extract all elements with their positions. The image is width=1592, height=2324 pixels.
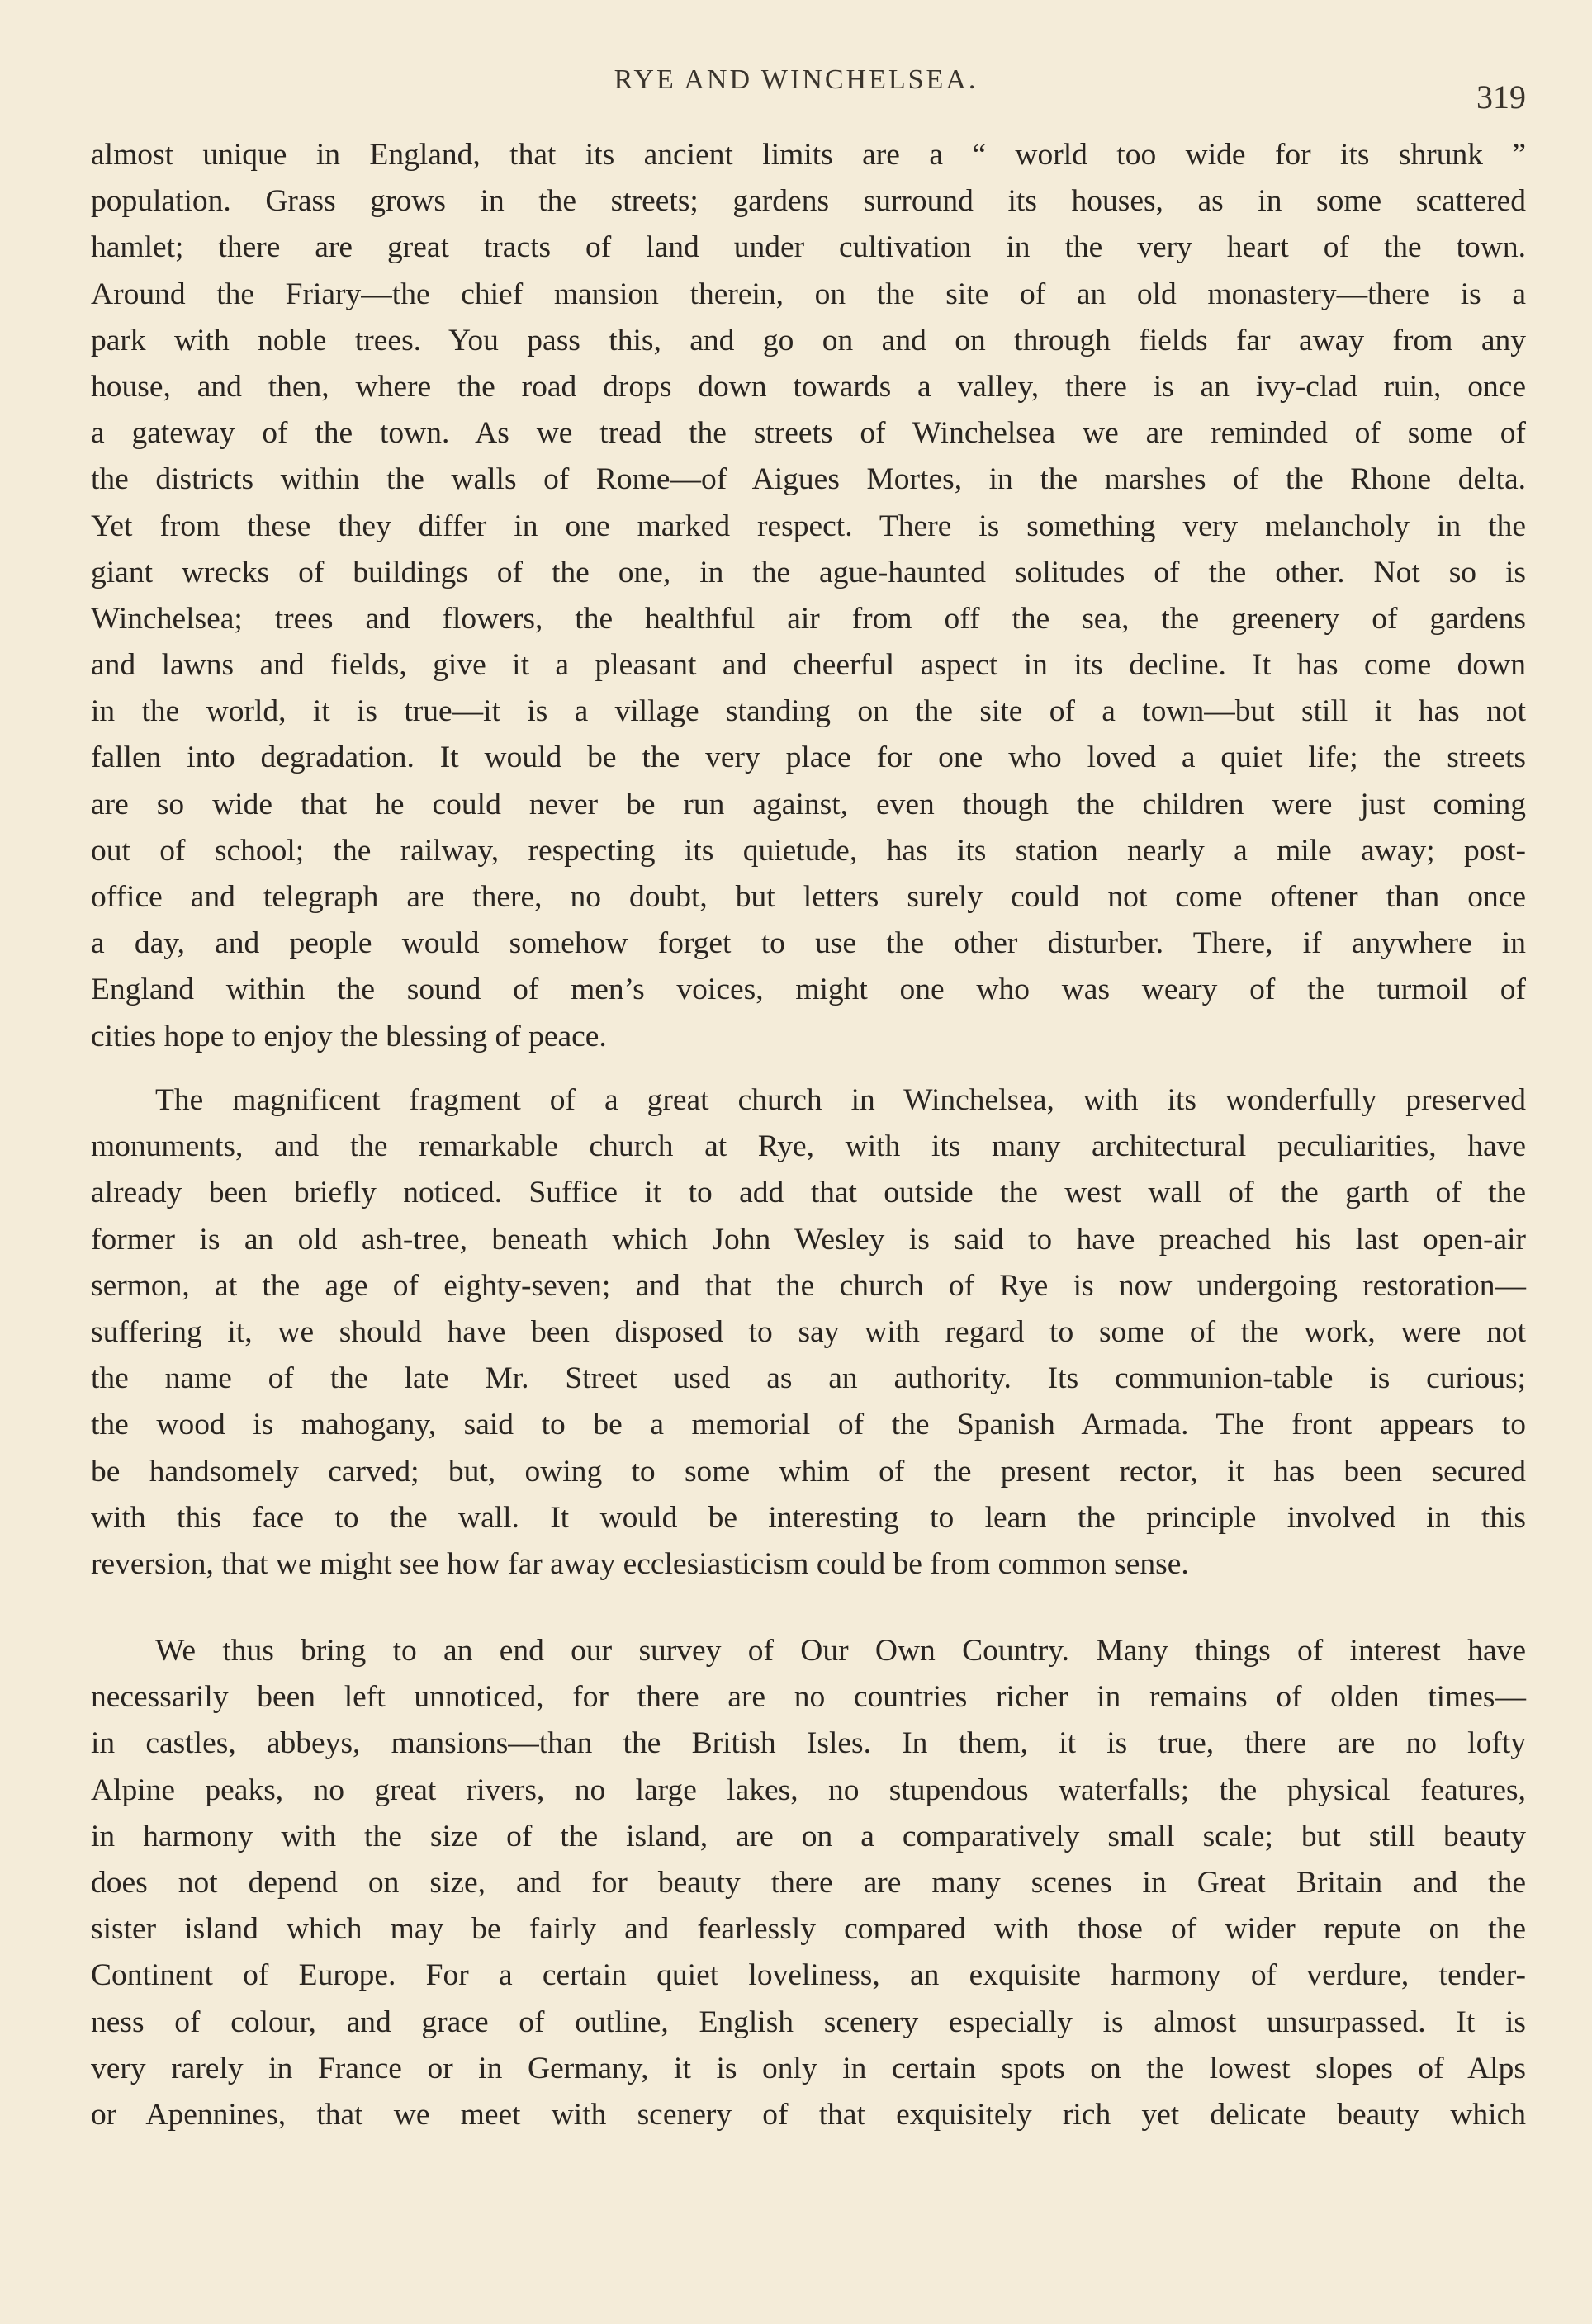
text-line: Winchelsea; trees and flowers, the healthful air from off the sea, the greenery of gardens — [91, 601, 1526, 636]
paragraph-conclusion — [91, 1628, 1526, 2138]
text-line: sister island which may be fairly and fearlessly compared with those of wider repute on the — [91, 1912, 1526, 1947]
page-number: 319 — [1476, 78, 1526, 116]
text-line: ness of colour, and grace of outline, English scenery especially is almost unsurpassed. It is — [91, 2005, 1526, 2039]
text-line: former is an old ash-tree, beneath which John Wesley is said to have preached his last open-air — [91, 1222, 1526, 1257]
text-line: a gateway of the town. As we tread the streets of Winchelsea we are reminded of some of — [91, 416, 1526, 451]
text-line: The magnificent fragment of a great church in Winchelsea, with its wonderfully preserved — [155, 1083, 1526, 1117]
text-line: giant wrecks of buildings of the one, in the ague-haunted solitudes of the other. Not so is — [91, 555, 1526, 589]
text-line: or Apennines, that we meet with scenery of that exquisitely rich yet delicate beauty which — [91, 2097, 1526, 2132]
text-line: necessarily been left unnoticed, for there are no countries richer in remains of olden times— — [91, 1680, 1526, 1715]
text-line: Alpine peaks, no great rivers, no large lakes, no stupendous waterfalls; the physical features, — [91, 1773, 1526, 1807]
text-line: hamlet; there are great tracts of land under cultivation in the very heart of the town. — [91, 230, 1526, 265]
text-line: almost unique in England, that its ancient limits are a “ world too wide for its shrunk ” — [91, 138, 1526, 172]
text-line: reversion, that we might see how far away ecclesiasticism could be from common sense. — [91, 1546, 1189, 1581]
text-line: Around the Friary—the chief mansion therein, on the site of an old monastery—there is a — [91, 277, 1526, 311]
text-line: cities hope to enjoy the blessing of peace. — [91, 1019, 607, 1053]
running-title: RYE AND WINCHELSEA. — [614, 64, 978, 95]
text-line: in harmony with the size of the island, are on a comparatively small scale; but still beauty — [91, 1819, 1526, 1853]
text-line: the wood is mahogany, said to be a memorial of the Spanish Armada. The front appears to — [91, 1408, 1526, 1442]
text-line: population. Grass grows in the streets; gardens surround its houses, as in some scattered — [91, 184, 1526, 219]
text-line: sermon, at the age of eighty-seven; and that the church of Rye is now undergoing restoration— — [91, 1268, 1526, 1303]
text-line: the name of the late Mr. Street used as an authority. Its communion-table is curious; — [91, 1361, 1526, 1396]
text-line: in castles, abbeys, mansions—than the British Isles. In them, it is true, there are no lofty — [91, 1726, 1526, 1761]
text-line: already been briefly noticed. Suffice it to add that outside the west wall of the garth of the — [91, 1176, 1526, 1210]
text-line: does not depend on size, and for beauty there are many scenes in Great Britain and the — [91, 1865, 1526, 1900]
text-line: and lawns and fields, give it a pleasant and cheerful aspect in its decline. It has come down — [91, 648, 1526, 683]
text-line: England within the sound of men’s voices, might one who was weary of the turmoil of — [91, 973, 1526, 1007]
text-line: be handsomely carved; but, owing to some whim of the present rector, it has been secured — [91, 1454, 1526, 1489]
text-line: with this face to the wall. It would be interesting to learn the principle involved in this — [91, 1500, 1526, 1535]
text-line: in the world, it is true—it is a village standing on the site of a town—but still it has not — [91, 694, 1526, 729]
text-line: office and telegraph are there, no doubt, but letters surely could not come oftener than once — [91, 880, 1526, 914]
text-line: house, and then, where the road drops down towards a valley, there is an ivy-clad ruin, once — [91, 369, 1526, 404]
text-line: out of school; the railway, respecting its quietude, has its station nearly a mile away; post- — [91, 833, 1526, 868]
text-line: very rarely in France or in Germany, it is only in certain spots on the lowest slopes of Alps — [91, 2051, 1526, 2085]
text-line: We thus bring to an end our survey of Our Own Country. Many things of interest have — [155, 1634, 1526, 1668]
paragraph-winchelsea-description — [91, 132, 1526, 1060]
text-line: Continent of Europe. For a certain quiet loveliness, an exquisite harmony of verdure, tender- — [91, 1958, 1526, 1993]
text-line: the districts within the walls of Rome—of Aigues Mortes, in the marshes of the Rhone delta. — [91, 462, 1526, 497]
paragraph-churches — [91, 1077, 1526, 1588]
text-line: fallen into degradation. It would be the very place for one who loved a quiet life; the streets — [91, 741, 1526, 775]
text-line: monuments, and the remarkable church at Rye, with its many architectural peculiarities, have — [91, 1129, 1526, 1164]
text-line: Yet from these they differ in one marked respect. There is something very melancholy in the — [91, 509, 1526, 543]
text-line: park with noble trees. You pass this, and go on and on through fields far away from any — [91, 323, 1526, 357]
text-line: a day, and people would somehow forget to use the other disturber. There, if anywhere in — [91, 926, 1526, 961]
text-line: are so wide that he could never be run against, even though the children were just coming — [91, 787, 1526, 821]
text-line: suffering it, we should have been disposed to say with regard to some of the work, were not — [91, 1314, 1526, 1349]
